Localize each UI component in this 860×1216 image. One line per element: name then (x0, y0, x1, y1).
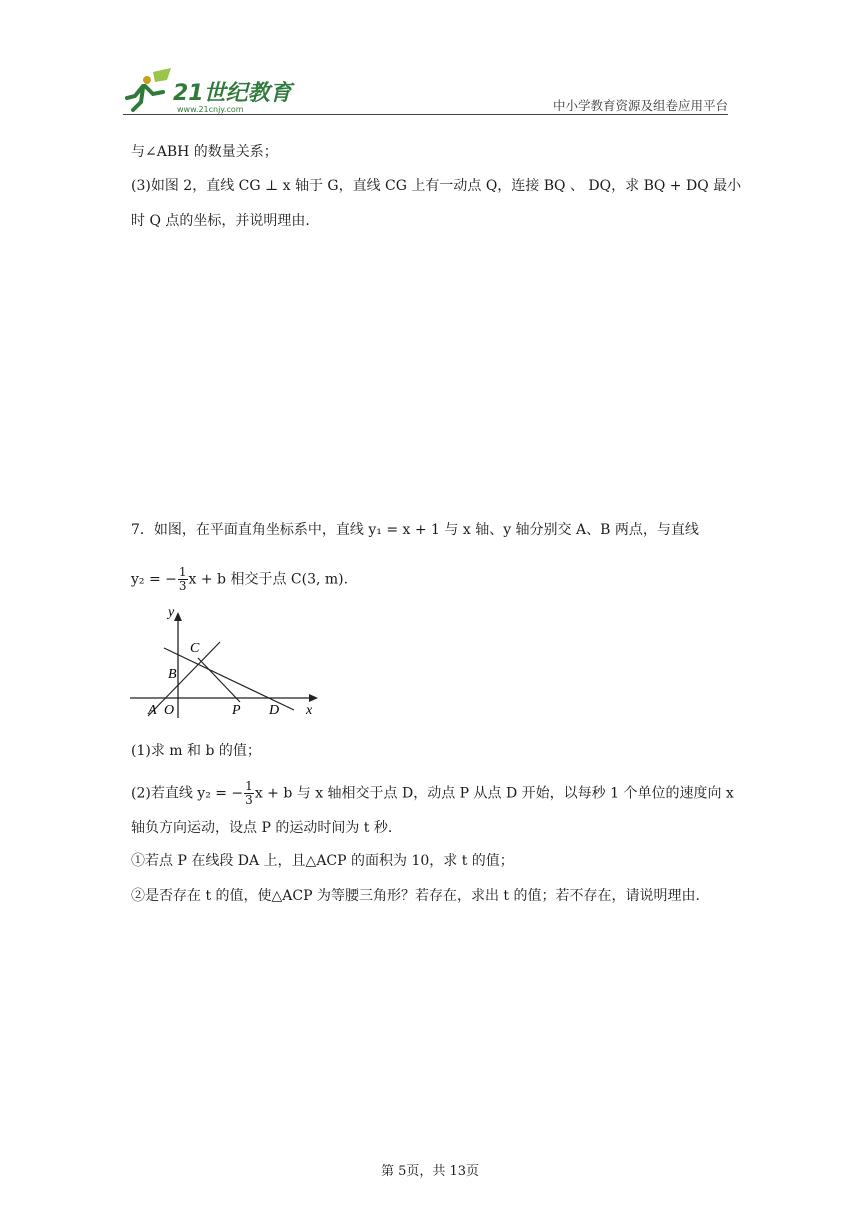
q6-part3-line1: (3)如图 2，直线 CG ⊥ x 轴于 G，直线 CG 上有一动点 Q，连接 BQ 、 DQ，求 BQ + DQ 最小 (131, 178, 742, 194)
label-D: D (269, 703, 280, 718)
q7-stem-eq-pre: y₂ = − (131, 571, 177, 588)
q7-sub1: ①若点 P 在线段 DA 上，且△ACP 的面积为 10，求 t 的值； (131, 853, 514, 869)
label-C: C (190, 641, 200, 656)
q7-part2-eq-post: x + b 与 x 轴相交于点 D，动点 P 从点 D 开始，以每秒 1 个单位的速度向 x (254, 785, 734, 802)
label-y: y (168, 605, 175, 620)
q6-continuation: 与∠ABH 的数量关系； (131, 144, 278, 160)
header-divider (123, 114, 728, 115)
svg-text:21世纪教育: 21世纪教育 (173, 81, 292, 106)
svg-text:www.21cnjy.com: www.21cnjy.com (177, 105, 244, 114)
fraction-one-third: $\frac{1}{3}$ (245, 779, 253, 807)
q7-stem-line1: 7．如图，在平面直角坐标系中，直线 y₁ = x + 1 与 x 轴、y 轴分别交 A、B 两点，与直线 (131, 522, 699, 538)
page-header (123, 62, 728, 118)
segment-CP (198, 658, 240, 702)
q6-part3-line2: 时 Q 点的坐标，并说明理由. (131, 213, 310, 229)
fraction-one-third: $\frac{1}{3}$ (178, 565, 187, 593)
label-P: P (232, 703, 241, 718)
logo-21cnjy (123, 66, 298, 116)
platform-name: 中小学教育资源及组卷应用平台 (552, 99, 728, 113)
label-x: x (306, 703, 313, 718)
q7-part2-line2: 轴负方向运动，设点 P 的运动时间为 t 秒. (131, 820, 393, 836)
q7-stem-line2 (131, 566, 348, 593)
label-B: B (168, 667, 177, 682)
q7-stem-eq-post: x + b 相交于点 C(3, m). (188, 571, 349, 588)
y-axis-arrow (174, 612, 182, 621)
q7-part1: (1)求 m 和 b 的值； (131, 743, 261, 759)
line-y1 (148, 642, 220, 716)
runner-icon (127, 68, 171, 110)
q7-sub2: ②是否存在 t 的值，使△ACP 为等腰三角形？若存在，求出 t 的值；若不存在，请说明理由. (131, 888, 700, 904)
q7-part2-eq-pre: (2)若直线 y₂ = − (131, 785, 244, 802)
x-axis-arrow (309, 694, 318, 702)
label-O: O (164, 703, 175, 718)
page-number: 第 5页，共 13页 (380, 1164, 480, 1179)
q7-part2-line1 (131, 780, 734, 807)
label-A: A (148, 703, 157, 718)
coordinate-figure (128, 604, 324, 720)
